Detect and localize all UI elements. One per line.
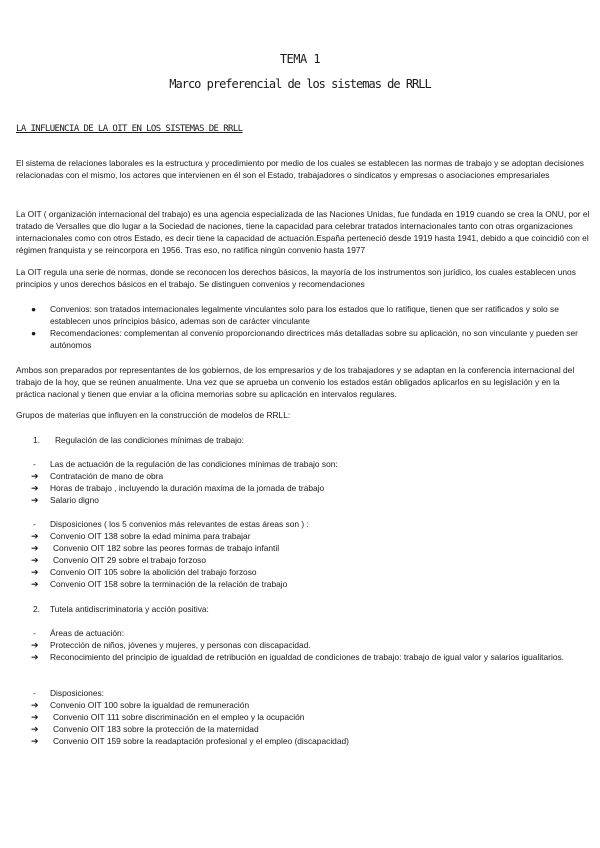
list-item: Horas de trabajo , incluyendo la duración maxima de la jornada de trabajo	[50, 483, 325, 493]
arrow-icon: ➔	[31, 531, 39, 541]
group2-areas-heading: Áreas de actuación:	[50, 628, 125, 638]
list-item: Contratación de mano de obra	[50, 471, 164, 481]
arrow-icon: ➔	[31, 712, 39, 722]
bullet-recomendaciones: Recomendaciones: complementan al convenio proporcionando directrices más detalladas sobre su aplicación, no son vinculante y pueden ser autónomos	[50, 328, 578, 350]
arrow-icon: ➔	[31, 652, 39, 662]
arrow-icon: ➔	[31, 567, 39, 577]
bullet-convenios: Convenios: son tratados internacionales legalmente vinculantes solo para los estados que lo ratifique, tienen que ser ratificados y solo se establecen unos principios básico, ademas son de carácter vinculante	[50, 304, 559, 326]
group1-title: Regulación de las condiciones mínimas de trabajo:	[55, 435, 245, 445]
page-title: TEMA 1	[279, 52, 321, 66]
paragraph-4: Ambos son preparados por representantes de los gobiernos, de los empresarios y de los trabajadores y se adaptan en la conferencia internacional del trabajo de la hoy, que se reúnen anualmente. Una vez que se aprueba un convenio los estados están obligados aplicarlos en su legislación y en la práctica nacional y tienen que enviar a la oficina memorias sobre su aplicación en intervalos regulares.	[16, 365, 575, 399]
list-item: Convenio OIT 158 sobre la terminación de la relación de trabajo	[50, 579, 288, 589]
list-item: Convenio OIT 138 sobre la edad mínima para trabajar	[50, 531, 251, 541]
page-subtitle: Marco preferencial de los sistemas de RRLL	[169, 77, 431, 91]
group2-disp-heading: Disposiciones:	[50, 688, 104, 698]
group1-number: 1.	[33, 435, 40, 445]
list-item: Convenio OIT 183 sobre la protección de la maternidad	[53, 724, 259, 734]
list-item: Convenio OIT 29 sobre el trabajo forzoso	[53, 555, 207, 565]
dash-marker: -	[33, 519, 36, 529]
group1-disp-heading: Disposiciones ( los 5 convenios más relevantes de estas áreas son ) :	[50, 519, 309, 529]
arrow-icon: ➔	[31, 555, 39, 565]
section-heading: LA INFLUENCIA DE LA OIT EN LOS SISTEMAS DE RRLL	[16, 124, 243, 134]
paragraph-1: El sistema de relaciones laborales es la estructura y procedimiento por medio de los cuales se establecen las normas de trabajo y se adoptan decisiones relacionadas con el mismo, los actores que intervienen en él son el Estado, trabajadores o sindicatos y empresas o asociaciones empresariales	[16, 158, 584, 180]
arrow-icon: ➔	[31, 543, 39, 553]
arrow-icon: ➔	[31, 640, 39, 650]
list-item: Convenio OIT 182 sobre las peores formas de trabajo infantil	[53, 543, 280, 553]
bullet-icon: ●	[31, 304, 37, 314]
list-item: Convenio OIT 159 sobre la readaptación profesional y el empleo (discapacidad)	[53, 736, 349, 746]
paragraph-2: La OIT ( organización internacional del trabajo) es una agencia especializada de las Naciones Unidas, fue fundada en 1919 cuando se crea la ONU, por el tratado de Versalles que dio lugar a la Sociedad de naciones, tiene la capacidad para celebrar tratados internacionales tanto con otras organizaciones internacionales como con otros Estado, es decir tiene la capacidad de actuación.España perteneció desde 1919 hasta 1941, debido a que coincidió con el régimen franquista y se reincorpora en 1956. Tras eso, no ratifica ningún convenio hasta 1977	[16, 209, 590, 255]
group1-areas-heading: Las de actuación de la regulación de las condiciones mínimas de trabajo son:	[50, 459, 338, 469]
list-item: Convenio OIT 100 sobre la igualdad de remuneración	[50, 700, 250, 710]
arrow-icon: ➔	[31, 471, 39, 481]
list-item: Reconocimiento del principio de igualdad de retribución en igualdad de condiciones de trabajo: trabajo de igual valor y salarios igualitarios.	[50, 652, 564, 662]
paragraph-3: La OIT regula una serie de normas, donde se reconocen los derechos básicos, la mayoría de los instrumentos son jurídico, los cuales establecen unos principios y unos derechos básicos en el trabajo. Se distinguen convenios y recomendaciones	[16, 267, 576, 289]
arrow-icon: ➔	[31, 724, 39, 734]
arrow-icon: ➔	[31, 736, 39, 746]
list-item: Convenio OIT 105 sobre la abolición del trabajo forzoso	[50, 567, 257, 577]
arrow-icon: ➔	[31, 700, 39, 710]
list-item: Salario digno	[50, 495, 99, 505]
group2-number: 2.	[33, 604, 40, 614]
arrow-icon: ➔	[31, 483, 39, 493]
groups-intro: Grupos de materias que influyen en la construcción de modelos de RRLL:	[16, 410, 291, 420]
bullet-icon: ●	[31, 328, 37, 338]
dash-marker: -	[33, 688, 36, 698]
group2-title: Tutela antidiscriminatoria y acción positiva:	[50, 604, 209, 614]
list-item: Protección de niños, jóvenes y mujeres, y personas con discapacidad.	[50, 640, 311, 650]
dash-marker: -	[33, 459, 36, 469]
arrow-icon: ➔	[31, 495, 39, 505]
arrow-icon: ➔	[31, 579, 39, 589]
dash-marker: -	[33, 628, 36, 638]
list-item: Convenio OIT 111 sobre discriminación en el empleo y la ocupación	[53, 712, 305, 722]
